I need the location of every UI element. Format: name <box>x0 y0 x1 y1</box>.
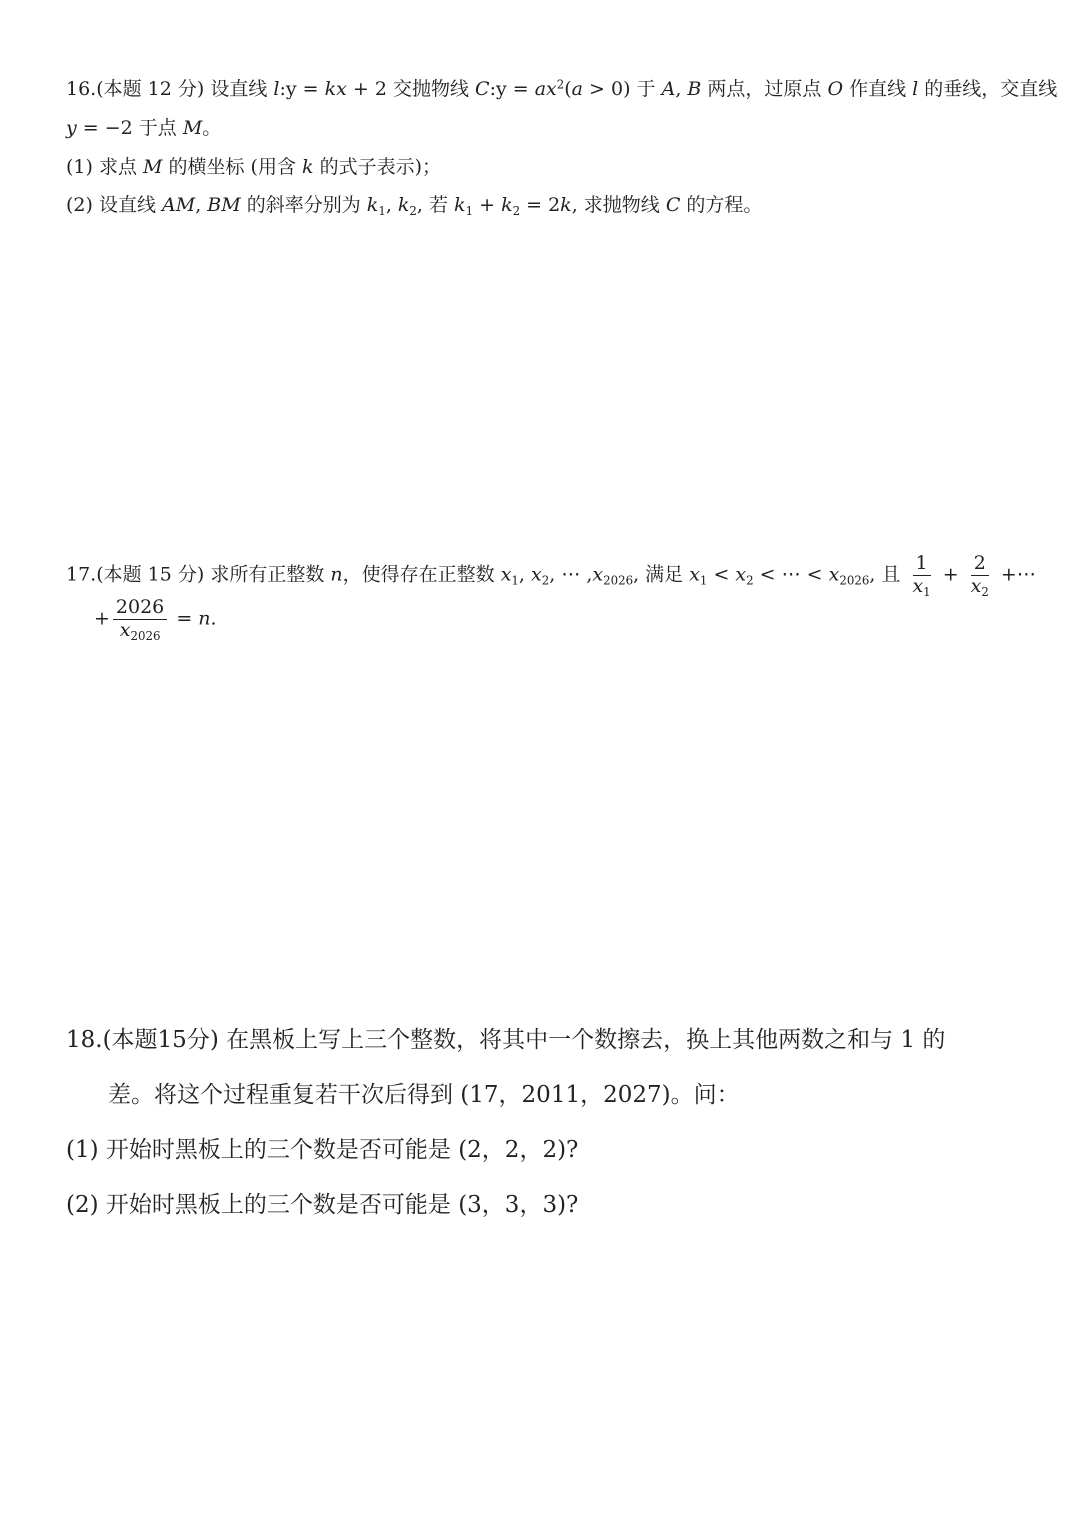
text: , 满足 <box>633 563 690 586</box>
q16-part-2 <box>66 190 762 217</box>
q18-line-1: 18.(本题15分) 在黑板上写上三个整数，将其中一个数擦去，换上其他两数之和与 1 的 <box>66 1027 946 1053</box>
fraction-2026-over-x2026 <box>113 596 167 644</box>
text: = −2 于点 <box>76 117 183 139</box>
text: , 若 <box>416 194 455 216</box>
var-x: x <box>970 574 982 597</box>
text: +⋯ <box>994 563 1036 586</box>
var-x: x <box>336 78 347 100</box>
numerator: 1 <box>913 554 931 576</box>
var-k: k <box>501 194 513 216</box>
subscript: 2 <box>746 573 754 588</box>
text: ( <box>564 78 572 100</box>
var-M: M <box>182 117 203 139</box>
text: ，使得存在正整数 <box>342 563 501 586</box>
var-l: l <box>912 78 919 100</box>
subscript: 1 <box>699 573 708 588</box>
text: 的横坐标 (用含 <box>162 156 303 178</box>
numerator: 2026 <box>113 598 167 620</box>
var-C: C <box>665 194 681 216</box>
fraction-2-over-x2 <box>968 552 992 600</box>
q16-prefix: 16.(本题 12 分) 设直线 <box>66 78 274 100</box>
subscript: 2026 <box>603 573 634 588</box>
text: (2) 设直线 <box>66 194 162 216</box>
var-x: x <box>546 78 557 100</box>
var-x: x <box>592 563 604 586</box>
ellipsis: ⋯ <box>781 563 801 586</box>
text: 的式子表示)； <box>313 156 441 178</box>
q17-prefix: 17.(本题 15 分) 求所有正整数 <box>66 563 331 586</box>
var-x: x <box>500 563 512 586</box>
var-k: k <box>324 78 337 100</box>
text: < <box>753 563 782 586</box>
text: 两点，过原点 <box>701 78 828 100</box>
text: = 2 <box>520 194 561 216</box>
text: , 且 <box>869 563 907 586</box>
text: :y = <box>279 78 325 100</box>
fraction-1-over-x1 <box>909 552 933 600</box>
subscript: 1 <box>465 204 474 219</box>
subscript: 2 <box>409 204 417 219</box>
var-M: M <box>143 156 163 178</box>
q18-line-2: 差。将这个过程重复若干次后得到 (17，2011，2027)。问： <box>108 1082 740 1108</box>
text: < <box>707 563 736 586</box>
var-C: C <box>475 78 490 100</box>
subscript: 1 <box>378 204 386 219</box>
q17-line-2 <box>94 596 217 644</box>
denominator <box>968 574 992 600</box>
text: 的垂线，交直线 <box>918 78 1058 100</box>
var-x: x <box>689 563 700 586</box>
text: :y = <box>489 78 535 100</box>
var-x: x <box>119 618 131 641</box>
denominator <box>117 618 164 644</box>
subscript: 2026 <box>130 629 161 644</box>
text: , <box>195 194 208 216</box>
var-k: k <box>397 194 410 216</box>
text: 。 <box>202 117 222 139</box>
q16-part-1 <box>66 152 441 179</box>
var-l: l <box>273 78 280 100</box>
var-BM: BM <box>207 194 241 216</box>
var-n: n <box>198 607 211 630</box>
q17-line-1: 17.(本题 15 分) 求所有正整数 n，使得存在正整数 $x_1$, $x_2$, ⋯ $,x_{2026}$, 满足 $x_1 < x_2$ < ⋯ < $x_{2026}$, 且 $\frac{1}{x_1}$ + $\frac{2}{x_2}$ +⋯ <box>66 552 1036 600</box>
text: , 求抛物线 <box>571 194 666 216</box>
var-O: O <box>827 78 844 100</box>
var-a: a <box>534 78 547 100</box>
text: + <box>936 563 965 586</box>
ellipsis: ⋯ <box>561 563 581 586</box>
denominator <box>909 574 933 600</box>
var-B: B <box>687 78 702 100</box>
var-x: x <box>531 563 542 586</box>
var-k: k <box>366 194 379 216</box>
var-k: k <box>560 194 572 216</box>
var-AM: AM <box>162 194 196 216</box>
var-x: x <box>735 563 747 586</box>
text: 的方程。 <box>680 194 763 216</box>
var-k: k <box>302 156 314 178</box>
text: 的斜率分别为 <box>240 194 367 216</box>
subscript: 2 <box>512 204 521 219</box>
subscript: 2026 <box>839 573 870 588</box>
subscript: 2 <box>981 585 989 600</box>
var-x: x <box>828 563 840 586</box>
text: + <box>94 607 110 630</box>
text: > 0) 于 <box>583 78 662 100</box>
text: 作直线 <box>843 78 913 100</box>
subscript: 2 <box>541 573 550 588</box>
text: , <box>385 194 398 216</box>
var-y: y <box>66 117 77 139</box>
q16-line-1 <box>66 74 1057 101</box>
exponent: 2 <box>556 77 565 92</box>
subscript: 1 <box>511 573 519 588</box>
q18-part-1: (1) 开始时黑板上的三个数是否可能是 (2，2，2)? <box>66 1137 579 1163</box>
var-k: k <box>454 194 466 216</box>
var-a: a <box>571 78 583 100</box>
text: , <box>675 78 688 100</box>
subscript: 1 <box>923 585 931 600</box>
text: (1) 求点 <box>66 156 143 178</box>
var-x: x <box>912 574 924 597</box>
text: + <box>473 194 502 216</box>
text: < <box>800 563 829 586</box>
var-A: A <box>661 78 676 100</box>
text: = <box>170 607 199 630</box>
q18-part-2: (2) 开始时黑板上的三个数是否可能是 (3，3，3)? <box>66 1192 579 1218</box>
var-n: n <box>330 563 343 586</box>
q16-line-2 <box>66 113 221 140</box>
text: + 2 交抛物线 <box>346 78 476 100</box>
text: . <box>210 607 217 630</box>
numerator: 2 <box>971 554 989 576</box>
